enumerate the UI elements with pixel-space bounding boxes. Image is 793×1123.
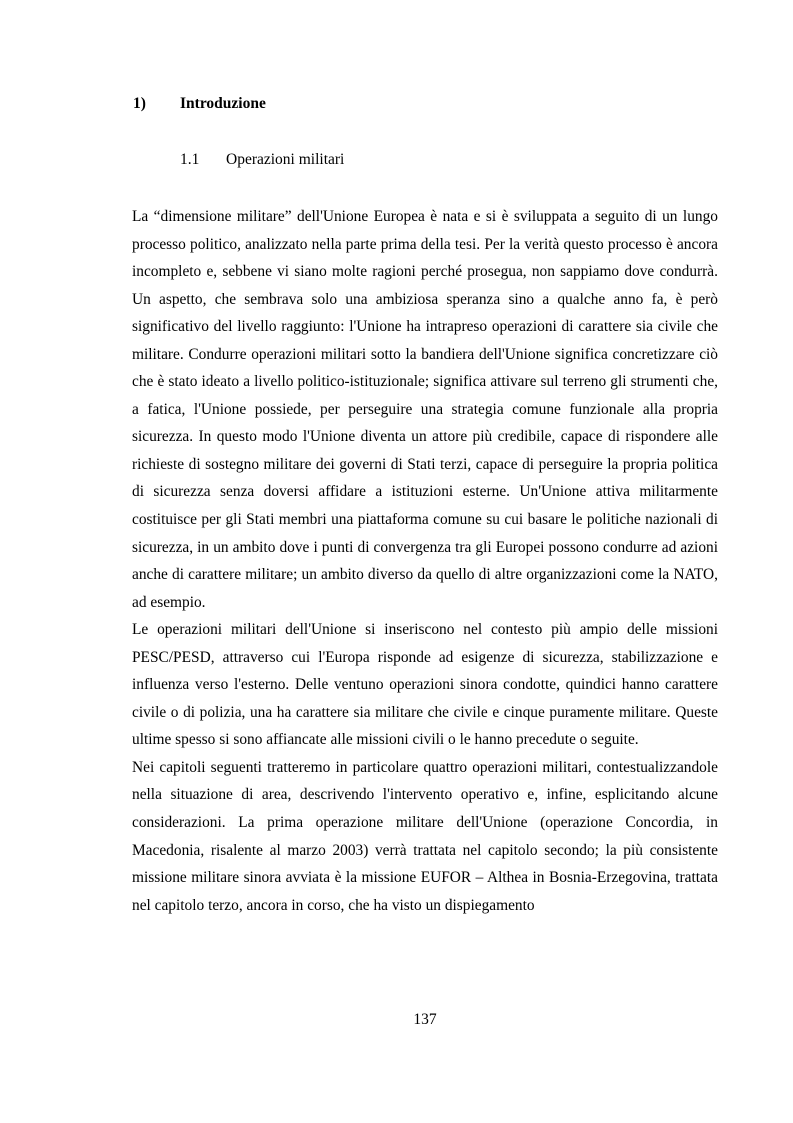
chapter-number: 1) bbox=[133, 95, 146, 112]
section-title: Operazioni militari bbox=[226, 151, 345, 168]
paragraph-1: La “dimensione militare” dell'Unione Europea è nata e si è sviluppata a seguito di un lungo processo politico, analizzato nella parte prima della tesi. Per la verità questo processo è ancora incompleto e, sebbene vi siano molte ragioni perché prosegua, non sappiamo dove condurrà. Un aspetto, che sembrava solo una ambiziosa speranza sino a qualche anno fa, è però significativo del livello raggiunto: l'Unione ha intrapreso operazioni di carattere sia civile che militare. Condurre operazioni militari sotto la bandiera dell'Unione significa concretizzare ciò che è stato ideato a livello politico-istituzionale; significa attivare sul terreno gli strumenti che, a fatica, l'Unione possiede, per perseguire una strategia comune funzionale alla propria sicurezza. In questo modo l'Unione diventa un attore più credibile, capace di rispondere alle richieste di sostegno militare dei governi di Stati terzi, capace di perseguire la propria politica di sicurezza senza doversi affidare a istituzioni esterne. Un'Unione attiva militarmente costituisce per gli Stati membri una piattaforma comune su cui basare le politiche nazionali di sicurezza, in un ambito dove i punti di convergenza tra gli Europei possono condurre ad azioni anche di carattere militare; un ambito diverso da quello di altre organizzazioni come la NATO, ad esempio. bbox=[132, 208, 718, 611]
chapter-title: Introduzione bbox=[180, 95, 266, 112]
body-text bbox=[132, 203, 718, 919]
chapter-heading bbox=[133, 94, 266, 114]
section-heading bbox=[180, 150, 344, 170]
section-number: 1.1 bbox=[180, 151, 200, 168]
paragraph-2: Le operazioni militari dell'Unione si inseriscono nel contesto più ampio delle missioni PESC/PESD, attraverso cui l'Europa risponde ad esigenze di sicurezza, stabilizzazione e influenza verso l'esterno. Delle ventuno operazioni sinora condotte, quindici hanno carattere civile o di polizia, una ha carattere sia militare che civile e cinque puramente militare. Queste ultime spesso si sono affiancate alle missioni civili o le hanno precedute o seguite. bbox=[132, 621, 718, 749]
paragraph-3: Nei capitoli seguenti tratteremo in particolare quattro operazioni militari, contestualizzandole nella situazione di area, descrivendo l'intervento operativo e, infine, esplicitando alcune considerazioni. La prima operazione militare dell'Unione (operazione Concordia, in Macedonia, risalente al marzo 2003) verrà trattata nel capitolo secondo; la più consistente missione militare sinora avviata è la missione EUFOR – Althea in Bosnia-Erzegovina, trattata nel capitolo terzo, ancora in corso, che ha visto un dispiegamento bbox=[132, 758, 718, 914]
page-number: 137 bbox=[413, 1011, 437, 1028]
